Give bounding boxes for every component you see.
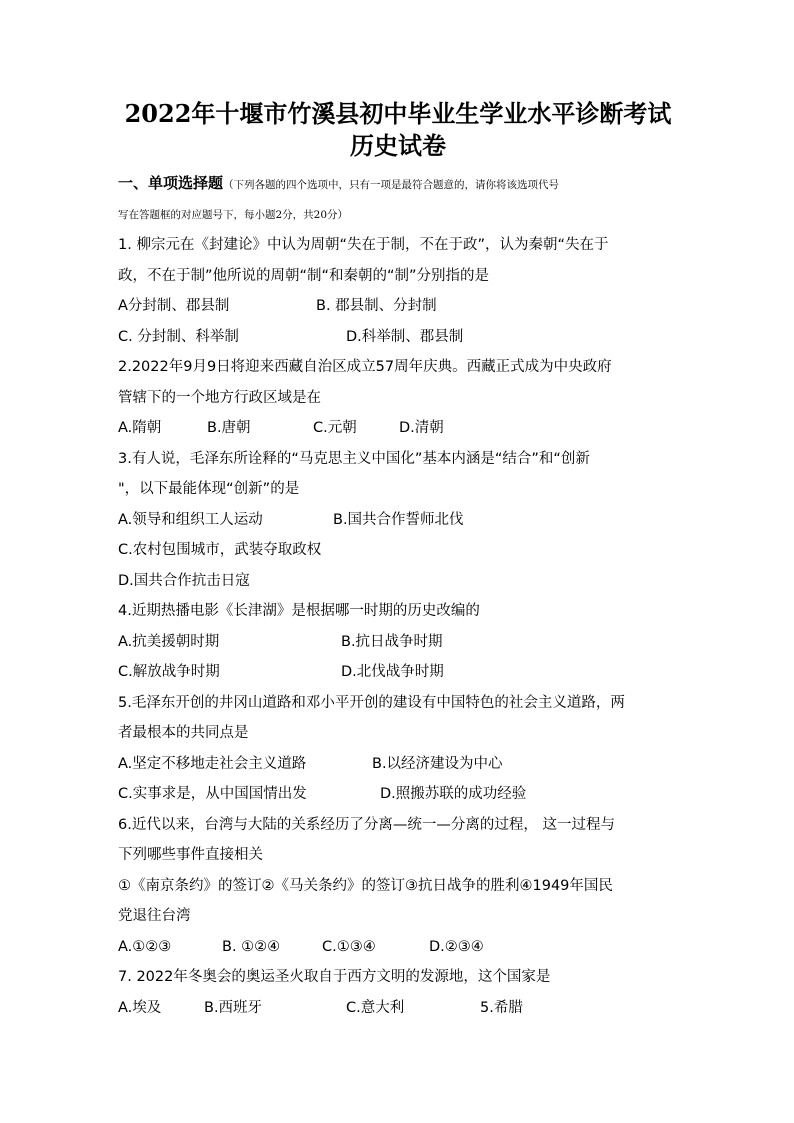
question-text-line: 党退往台湾 [118,908,191,924]
option-row [118,993,678,1024]
answer-option[interactable]: D.北伐战争时期 [341,664,444,680]
exam-title-line2: 历史试卷 [350,131,446,160]
option-row [118,749,678,780]
answer-option[interactable]: B.以经济建设为中心 [372,755,503,772]
answer-option[interactable]: D.照搬苏联的成功经验 [380,786,527,802]
answer-option[interactable]: 5.希腊 [480,999,523,1016]
section-title: 一、单项选择题 [118,174,224,192]
section-note-line2: 写在答题框的对应题号下，每小题2分，共20分） [118,209,349,221]
option-row [118,657,678,688]
option-row [118,627,678,658]
section-header [118,168,678,230]
question-list [118,230,678,1023]
answer-option[interactable]: D.国共合作抗击日寇 [118,572,250,589]
answer-option[interactable]: C.意大利 [346,999,405,1016]
question-text-line: 5.毛泽东开创的井冈山道路和邓小平开创的建设有中国特色的社会主义道路，两 [118,694,625,711]
answer-option[interactable]: D.科举制、郡县制 [346,328,464,345]
exam-page [118,98,678,1023]
answer-option[interactable]: A.抗美援朝时期 [118,633,220,650]
answer-option[interactable]: C.实事求是，从中国国情出发 [118,786,307,802]
option-row [118,291,678,322]
question-text-line: 3.有人说，毛泽东所诠释的“马克思主义中国化”基本内涵是“结合”和“创新 [118,450,590,467]
question-text-line: 1. 柳宗元在《封建论》中认为周朝“失在于制，不在于政”，认为秦朝“失在于 [118,237,609,253]
answer-option[interactable]: B.西班牙 [204,999,263,1016]
option-row [118,535,678,566]
answer-option[interactable]: A.①②③ [118,938,172,955]
question-text-line: 4.近期热播电影《长津湖》是根据哪一时期的历史改编的 [118,603,480,619]
answer-option[interactable]: D.清朝 [399,420,444,436]
question-text-line: ①《南京条约》的签订②《马关条约》的签订③抗日战争的胜利④1949年国民 [118,877,613,894]
answer-option[interactable]: C. 分封制、科举制 [118,328,239,345]
section-note-line1: （下列各题的四个选项中，只有一项是最符合题意的，请你将该选项代号 [223,179,560,191]
answer-option[interactable]: A.领导和组织工人运动 [118,511,263,528]
question-3 [118,444,678,597]
option-row [118,505,678,536]
question-text-line: 6.近代以来，台湾与大陆的关系经历了分离—统一—分离的过程， 这一过程与 [118,816,615,833]
answer-option[interactable]: D.②③④ [429,938,484,955]
answer-option[interactable]: A.埃及 [118,999,162,1016]
answer-option[interactable]: B.唐朝 [207,420,251,436]
question-2 [118,352,678,444]
answer-option[interactable]: A.坚定不移地走社会主义道路 [118,755,307,772]
exam-title-line1: 2022年十堰市竹溪县初中毕业生学业水平诊断考试 [124,99,672,128]
answer-option[interactable]: C.元朝 [313,420,357,436]
question-5 [118,688,678,810]
answer-option[interactable]: C.①③④ [322,938,376,955]
question-text-line: "，以下最能体现“创新”的是 [118,481,300,497]
option-row [118,932,678,963]
question-text-line: 7. 2022年冬奥会的奥运圣火取自于西方文明的发源地，这个国家是 [118,969,551,985]
answer-option[interactable]: B.抗日战争时期 [341,633,443,650]
option-row [118,566,678,597]
question-1 [118,230,678,352]
answer-option[interactable]: B. ①②④ [222,938,281,955]
question-7 [118,962,678,1023]
question-text-line: 2.2022年9月9日将迎来西藏自治区成立57周年庆典。西藏正式成为中央政府 [118,359,612,375]
question-6 [118,810,678,963]
answer-option[interactable]: A.隋朝 [118,420,162,436]
question-text-line: 下列哪些事件直接相关 [118,847,263,863]
option-row [118,779,678,810]
answer-option[interactable]: B. 郡县制、分封制 [316,298,437,314]
answer-option[interactable]: B.国共合作誓师北伐 [333,511,464,528]
answer-option[interactable]: C.农村包围城市，武装夺取政权 [118,542,322,558]
question-text-line: 管辖下的一个地方行政区域是在 [118,389,321,406]
option-row [118,413,678,444]
answer-option[interactable]: C.解放战争时期 [118,664,220,680]
answer-option[interactable]: A分封制、郡县制 [118,298,230,314]
option-row [118,322,678,353]
question-text-line: 者最根本的共同点是 [118,725,249,741]
exam-title [118,98,678,162]
question-text-line: 政，不在于制”他所说的周朝“制“和秦朝的“制”分别指的是 [118,267,490,284]
question-4 [118,596,678,688]
